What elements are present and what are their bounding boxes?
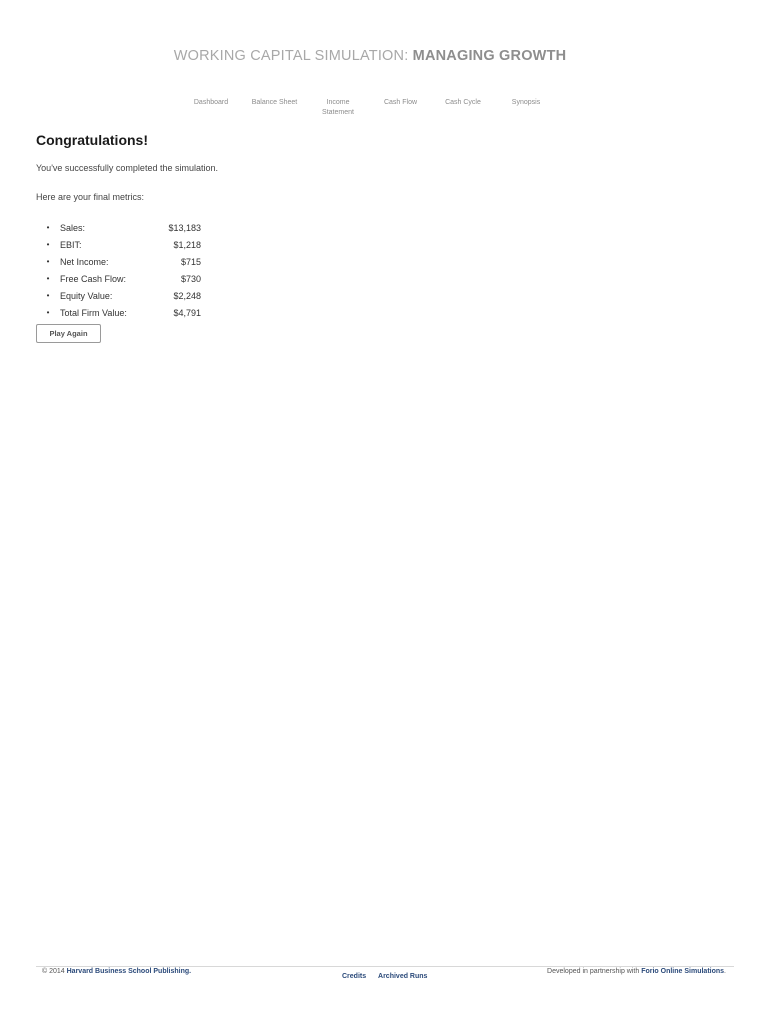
main-nav	[180, 98, 558, 118]
footer-divider	[36, 966, 734, 967]
credits-link[interactable]: Credits	[342, 973, 367, 980]
nav-item-cash-cycle[interactable]: Cash Cycle	[445, 99, 481, 106]
play-again-button[interactable]: Play Again	[36, 324, 101, 343]
footer-links	[342, 973, 427, 980]
page-title	[0, 48, 740, 64]
metric-value: $730	[180, 273, 201, 284]
title-bold: MANAGING GROWTH	[412, 48, 567, 64]
title-prefix: WORKING CAPITAL SIMULATION:	[173, 48, 413, 64]
publisher-link[interactable]: Harvard Business School Publishing.	[66, 968, 192, 975]
forio-link[interactable]: Forio Online Simulations	[641, 968, 725, 975]
partner-suffix: .	[724, 968, 726, 975]
nav-item-dashboard[interactable]: Dashboard	[193, 99, 229, 106]
metric-value: $715	[180, 256, 201, 267]
metrics-intro: Here are your final metrics:	[36, 192, 145, 202]
bullet-icon: •	[46, 291, 50, 300]
metric-label: Free Cash Flow:	[60, 273, 127, 284]
bullet-icon: •	[46, 223, 50, 232]
metric-value: $2,248	[173, 290, 201, 301]
nav-item-income-statement[interactable]: Income Statement	[322, 99, 354, 116]
metric-equity-value	[36, 287, 201, 304]
metric-label: EBIT:	[60, 239, 82, 250]
metric-value: $13,183	[168, 222, 201, 233]
bullet-icon: •	[46, 257, 50, 266]
metric-sales	[36, 219, 201, 236]
bullet-icon: •	[46, 240, 50, 249]
nav-item-balance-sheet[interactable]: Balance Sheet	[251, 99, 298, 106]
copyright-text: © 2014	[42, 968, 67, 975]
completed-message: You've successfully completed the simulation.	[36, 163, 218, 173]
bullet-icon: •	[46, 274, 50, 283]
nav-item-cash-flow[interactable]: Cash Flow	[383, 99, 418, 106]
archived-runs-link[interactable]: Archived Runs	[378, 973, 428, 980]
metric-net-income	[36, 253, 201, 270]
metric-total-firm-value	[36, 304, 201, 321]
nav-item-synopsis[interactable]: Synopsis	[511, 99, 541, 106]
bullet-icon: •	[46, 308, 50, 317]
metric-value: $4,791	[173, 307, 201, 318]
footer-copyright	[42, 968, 191, 975]
metric-label: Net Income:	[60, 256, 109, 267]
metrics-list	[36, 219, 201, 321]
partner-text: Developed in partnership with	[547, 968, 642, 975]
metric-label: Sales:	[60, 222, 86, 233]
metric-ebit	[36, 236, 201, 253]
metric-value: $1,218	[173, 239, 201, 250]
metric-label: Equity Value:	[60, 290, 113, 301]
footer-partnership	[547, 968, 726, 975]
metric-free-cash-flow	[36, 270, 201, 287]
metric-label: Total Firm Value:	[60, 307, 127, 318]
congratulations-heading: Congratulations!	[36, 132, 148, 148]
